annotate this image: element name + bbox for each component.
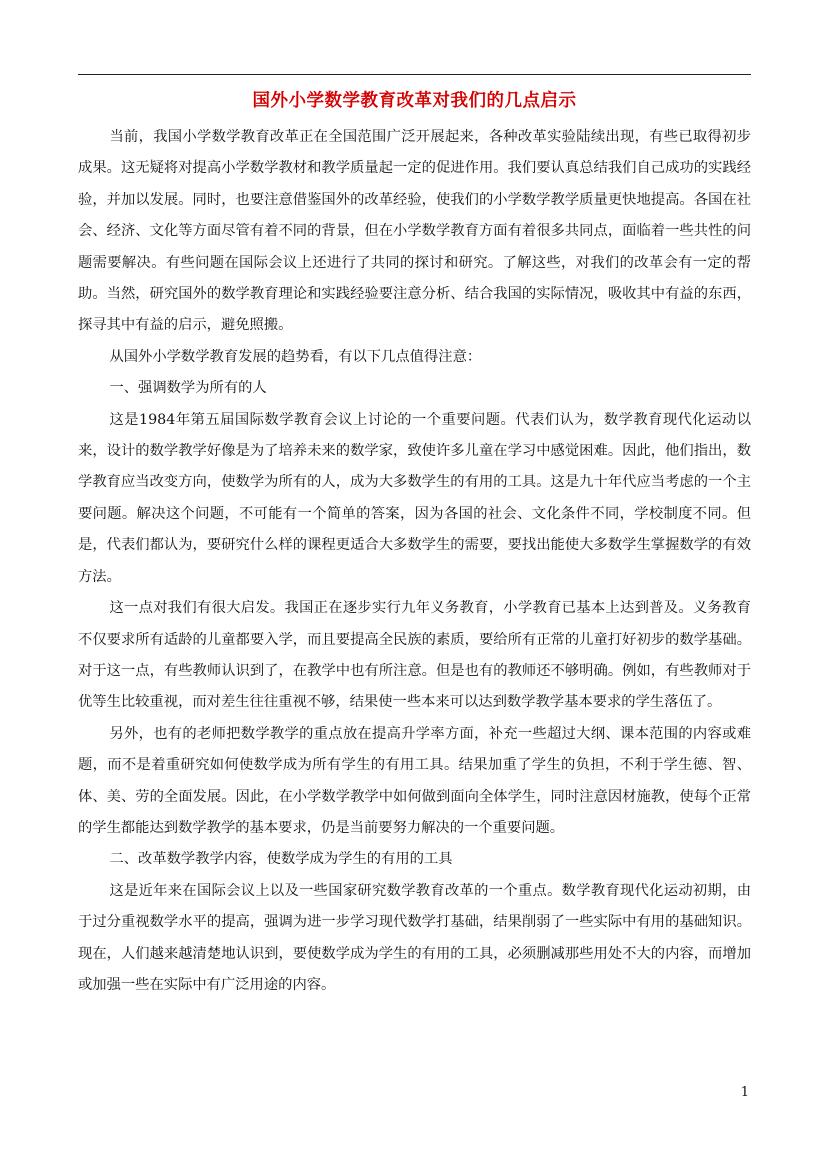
- paragraph-section1-b: 这一点对我们有很大启发。我国正在逐步实行九年义务教育，小学教育已基本上达到普及。义务教育不仅要求所有适龄的儿童都要入学，而且要提高全民族的素质，要给所有正常的儿童打好初步的数学基础。对于这一点，有些教师认识到了，在教学中也有所注意。但是也有的教师还不够明确。例如，有些教师对于优等生比较重视，而对差生往往重视不够，结果使一些本来可以达到数学教学基本要求的学生落伍了。: [78, 600, 751, 711]
- paragraph-section1-c: 另外，也有的老师把数学教学的重点放在提高升学率方面，补充一些超过大纲、课本范围的内容或难题，而不是着重研究如何使数学成为所有学生的有用工具。结果加重了学生的负担，不利于学生德、智、体、美、劳的全面发展。因此，在小学数学教学中如何做到面向全体学生，同时注意因材施教，使每个正常的学生都能达到数学教学的基本要求，仍是当前要努力解决的一个重要问题。: [78, 725, 751, 836]
- document-title: 国外小学数学教育改革对我们的几点启示: [252, 91, 577, 111]
- page-number: 1: [740, 1085, 749, 1100]
- paragraph-section1-a: 这是1984年第五届国际数学教育会议上讨论的一个重要问题。代表们认为，数学教育现代化运动以来，设计的数学教学好像是为了培养未来的数学家，致使许多儿童在学习中感觉困难。因此，他们指出，数学教育应当改变方向，使数学为所有的人，成为大多数学生的有用的工具。这是九十年代应当考虑的一个主要问题。解决这个问题，不可能有一个简单的答案，因为各国的社会、文化条件不同，学校制度不同。但是，代表们都认为，要研究什么样的课程更适合大多数学生的需要，要找出能使大多数学生掌握数学的有效方法。: [78, 411, 751, 585]
- paragraph-trends: 从国外小学数学教育发展的趋势看，有以下几点值得注意：: [109, 348, 482, 365]
- section-heading-2: 二、改革数学教学内容，使数学成为学生的有用的工具: [109, 851, 453, 868]
- paragraph-section2-a: 这是近年来在国际会议上以及一些国家研究数学教育改革的一个重点。数学教育现代化运动初期，由于过分重视数学水平的提高，强调为进一步学习现代数学打基础，结果削弱了一些实际中有用的基础知识。现在，人们越来越清楚地认识到，要使数学成为学生的有用的工具，必须删减那些用处不大的内容，而增加或加强一些在实际中有广泛用途的内容。: [78, 882, 751, 993]
- paragraph-intro: 当前，我国小学数学教育改革正在全国范围广泛开展起来，各种改革实验陆续出现，有些已取得初步成果。这无疑将对提高小学数学教材和教学质量起一定的促进作用。我们要认真总结我们自己成功的实践经验，并加以发展。同时，也要注意借鉴国外的改革经验，使我们的小学数学教学质量更快地提高。各国在社会、经济、文化等方面尽管有着不同的背景，但在小学数学教育方面有着很多共同点，面临着一些共性的问题需要解决。有些问题在国际会议上还进行了共同的探讨和研究。了解这些，对我们的改革会有一定的帮助。当然，研究国外的数学教育理论和实践经验要注意分析、结合我国的实际情况，吸收其中有益的东西，探寻其中有益的启示，避免照搬。: [78, 129, 751, 334]
- section-heading-1: 一、强调数学为所有的人: [109, 380, 267, 397]
- document-body: [78, 122, 751, 1001]
- header-rule: [78, 74, 751, 75]
